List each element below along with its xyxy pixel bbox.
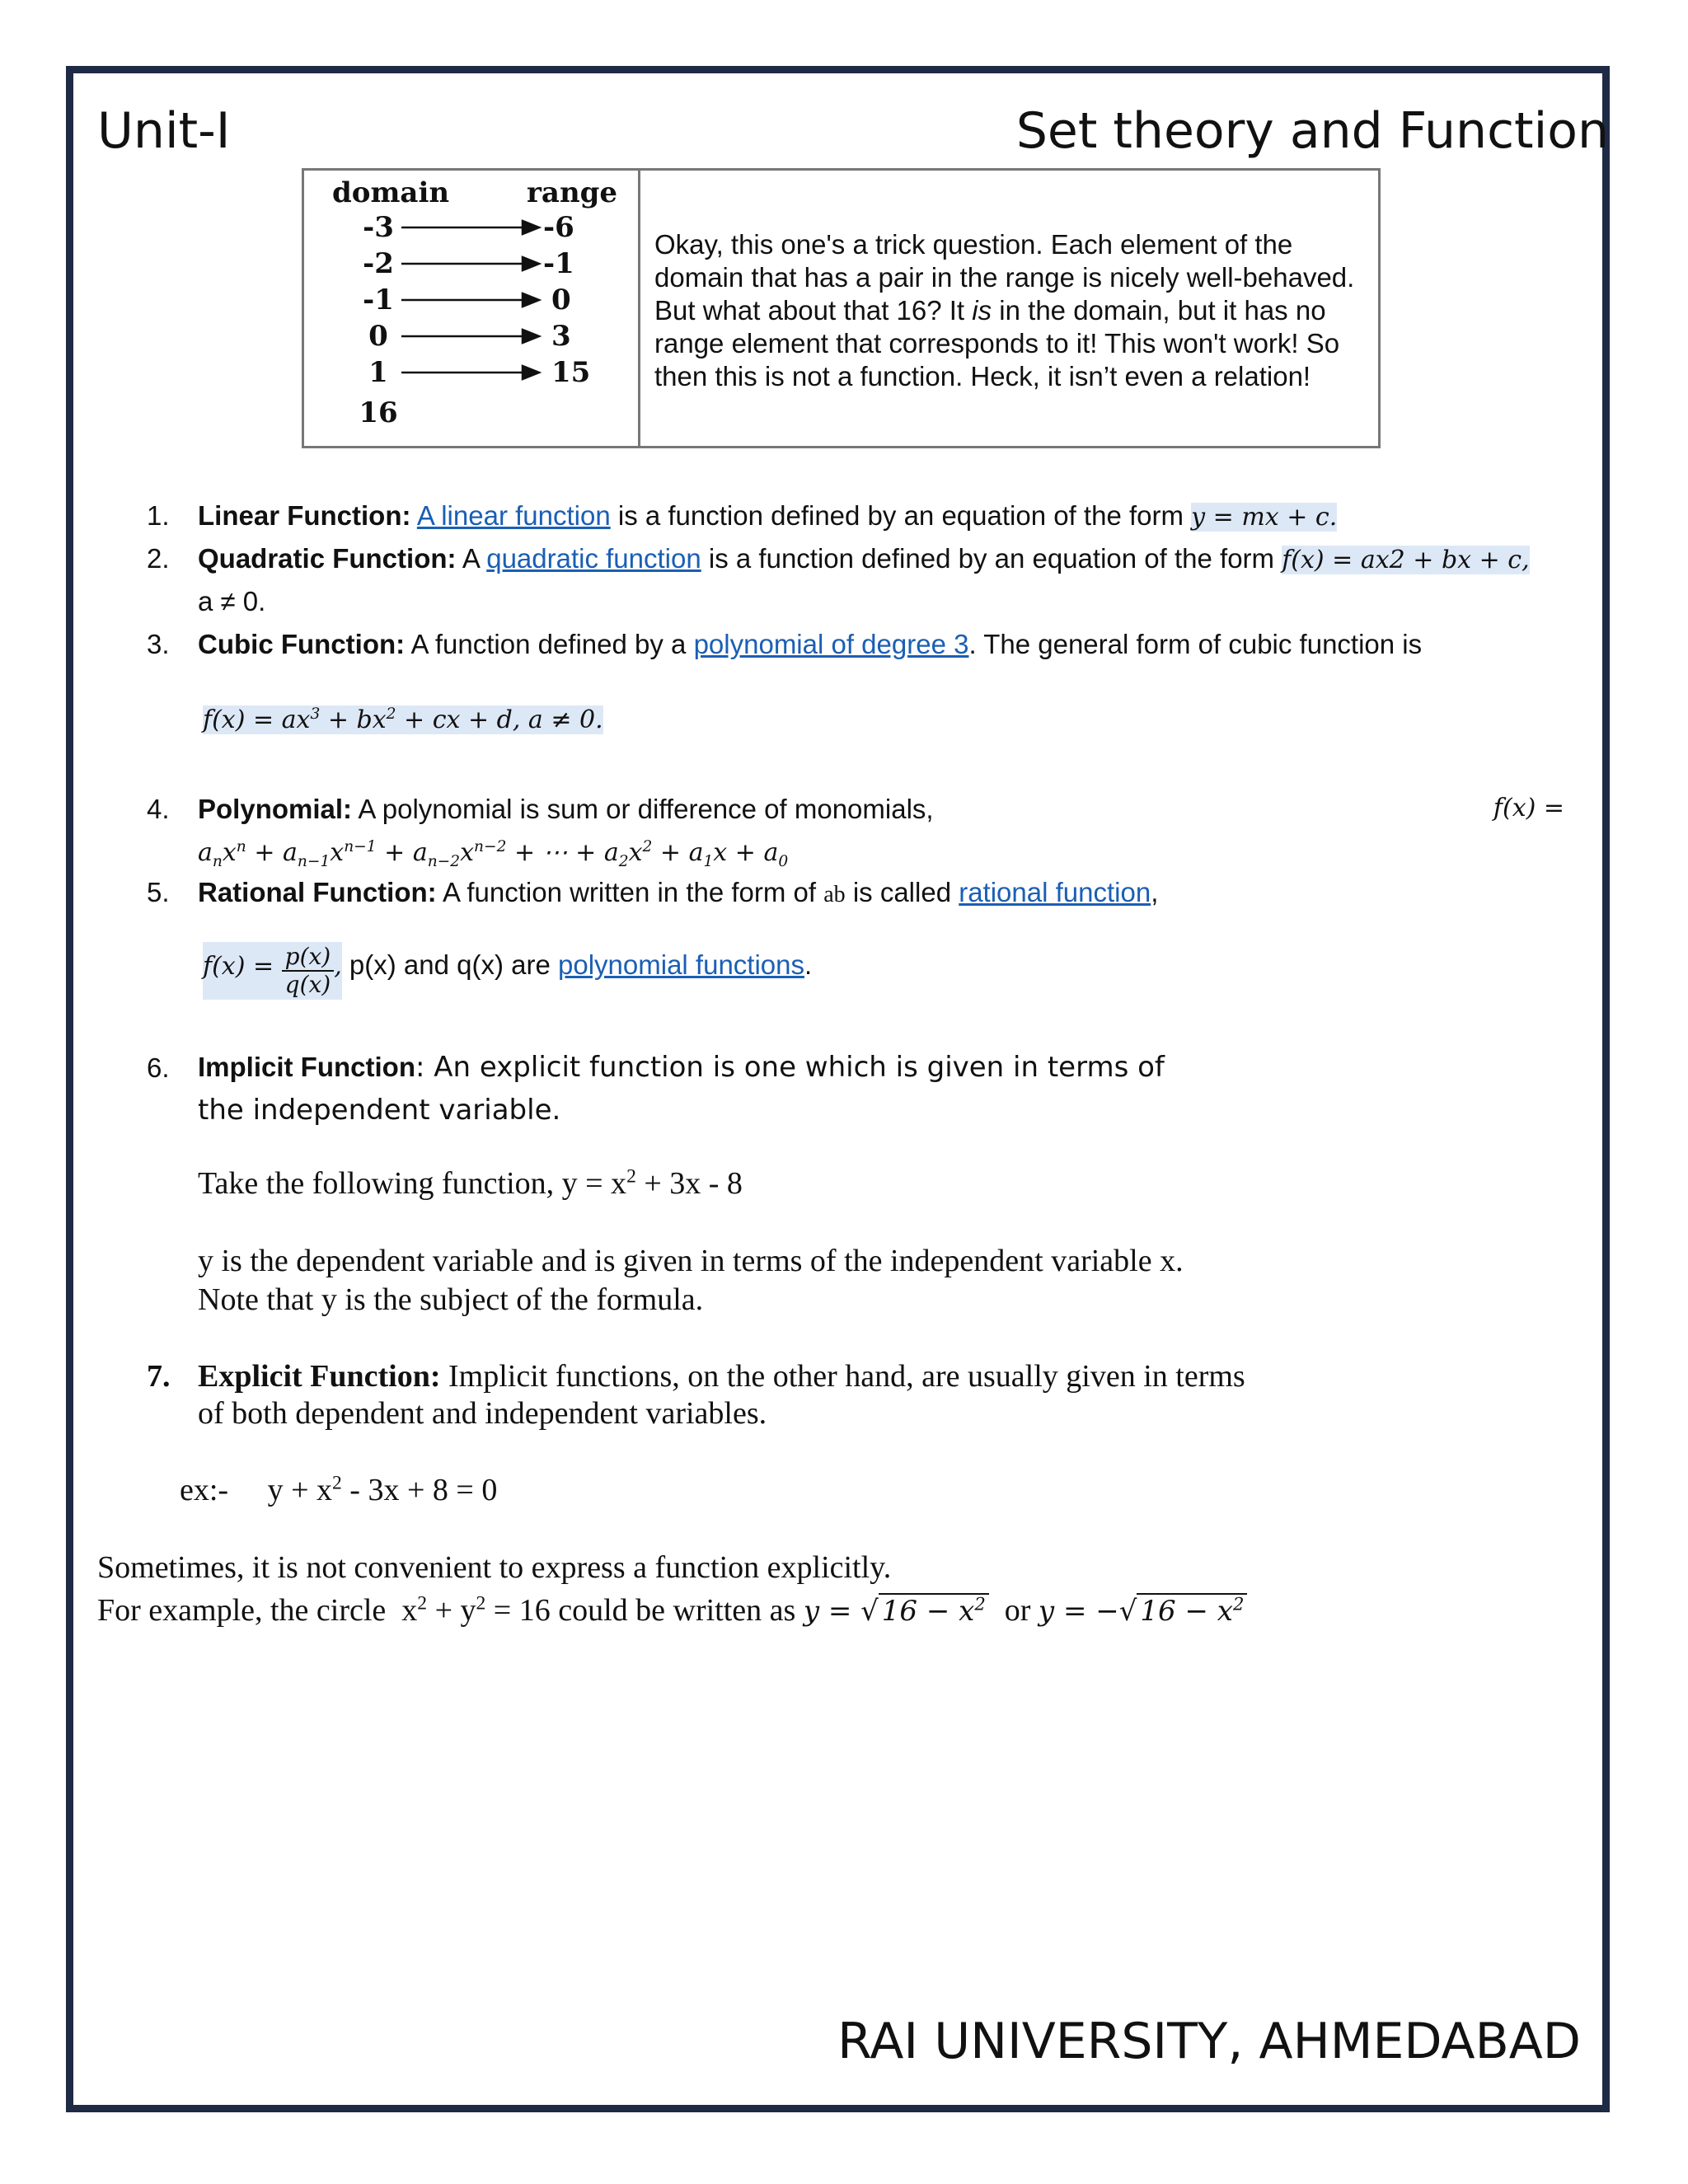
- range-label: range: [527, 176, 618, 209]
- domain-value: 1: [368, 356, 388, 389]
- quadratic-condition: a ≠ 0.: [198, 586, 266, 616]
- item-number: 5.: [147, 877, 170, 907]
- explicit-function-line2: of both dependent and independent variables.: [198, 1396, 767, 1431]
- range-value: 15: [551, 356, 591, 389]
- subject-formula-note: Note that y is the subject of the formula.: [198, 1282, 704, 1317]
- polynomial-functions-link[interactable]: polynomial functions: [558, 949, 805, 981]
- polynomial-degree-3-link[interactable]: polynomial of degree 3: [693, 629, 969, 659]
- range-value: -6: [543, 211, 574, 244]
- mapping-explanation: Okay, this one's a trick question. Each element of the domain that has a pair in the range is nicely well-behaved. But what about that 16? It is in the domain, but it has no range element that corresponds to it! This won't work! So then this is not a function. Heck, it isn’t even a relation!: [654, 229, 1355, 391]
- circle-example: For example, the circle $x^2 + y^2 = 16$ could be written as y = √ $16 - x^2$ or y = −√ $16 - x^2$: [97, 1592, 1247, 1629]
- range-value: -1: [543, 247, 574, 280]
- item-number: 1.: [147, 500, 170, 531]
- item-number: 2.: [147, 543, 170, 574]
- explicit-function-item: Explicit Function: Implicit functions, on the other hand, are usually given in terms: [198, 1359, 1245, 1394]
- example-function: Take the following function, $y = x^2 + 3x - 8$: [198, 1165, 743, 1201]
- item-number: 7.: [147, 1359, 171, 1394]
- domain-label: domain: [332, 176, 450, 209]
- cubic-formula: $f(x) = ax^3 + bx^2$ + cx + d, a ≠ 0.: [203, 705, 603, 734]
- polynomial-lhs: f(x) =: [1493, 794, 1564, 823]
- linear-function-item: Linear Function: A linear function is a function defined by an equation of the form y = mx + c.: [198, 500, 1338, 532]
- range-value: 3: [551, 320, 571, 353]
- implicit-function-item: Implicit Function: An explicit function is one which is given in terms of: [198, 1051, 1165, 1084]
- domain-value: -3: [363, 211, 394, 244]
- polynomial-item: Polynomial: A polynomial is sum or difference of monomials,: [198, 794, 934, 824]
- domain-value: 16: [359, 396, 398, 429]
- item-number: 6.: [147, 1052, 170, 1083]
- mapping-arrows: [401, 221, 539, 379]
- quadratic-function-item: Quadratic Function: A quadratic function is a function defined by an equation of the form f(x) = ax2 + bx + c,: [198, 543, 1530, 574]
- domain-value: 0: [368, 320, 388, 353]
- rational-function-item: Rational Function: A function written in the form of ab is called rational function,: [198, 877, 1159, 907]
- linear-function-link[interactable]: A linear function: [416, 500, 611, 531]
- domain-value: -2: [363, 247, 394, 280]
- implicit-function-line2: the independent variable.: [198, 1094, 561, 1127]
- dependent-variable-note: y is the dependent variable and is given in terms of the independent variable x.: [198, 1244, 1184, 1278]
- mapping-table: [302, 168, 1381, 448]
- item-number: 4.: [147, 794, 170, 824]
- domain-range-diagram: [304, 171, 638, 446]
- polynomial-formula: $a_nx^n + a_{n-1}x^{n-1} + a_{n-2}x^{n-2}$ + ⋯ + $a_2x^2 + a_1x + a_0$: [198, 838, 789, 870]
- range-value: 0: [551, 284, 571, 316]
- cubic-function-item: Cubic Function: A function defined by a polynomial of degree 3. The general form of cubic function is: [198, 629, 1423, 659]
- domain-value: -1: [363, 284, 394, 316]
- table-divider: [638, 171, 640, 446]
- closing-line-1: Sometimes, it is not convenient to express a function explicitly.: [97, 1550, 892, 1585]
- quadratic-function-link[interactable]: quadratic function: [486, 543, 701, 574]
- rational-formula: f(x) = $\frac{p(x)}{q(x)}$ , p(x) and q(x) are polynomial functions.: [203, 943, 813, 998]
- item-number: 3.: [147, 629, 170, 659]
- unit-title: Unit-I: [97, 102, 231, 160]
- explicit-example: ex:- $y + x^2 - 3x + 8 = 0$: [180, 1472, 498, 1507]
- subject-title: Set theory and Function: [1015, 102, 1609, 160]
- footer-university: RAI UNIVERSITY, AHMEDABAD: [837, 2013, 1581, 2070]
- rational-function-link[interactable]: rational function: [959, 877, 1151, 907]
